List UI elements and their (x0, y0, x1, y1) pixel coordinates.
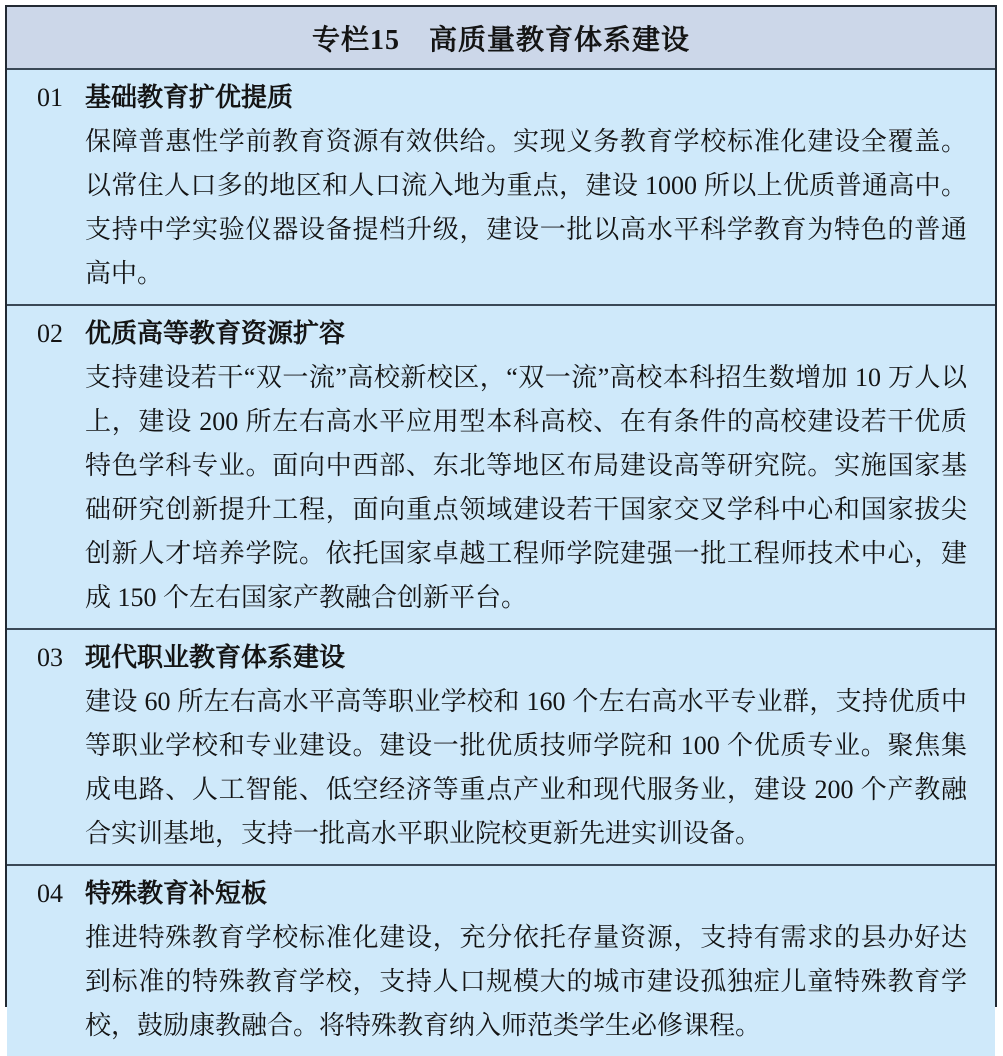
section-body-text: 保障普惠性学前教育资源有效供给。实现义务教育学校标准化建设全覆盖。以常住人口多的地区和人口流入地为重点，建设 1000 所以上优质普通高中。支持中学实验仪器设备提档升级，建设一批以高水平科学教育为特色的普通高中。 (85, 127, 967, 288)
section-special-education (7, 864, 995, 1056)
section-content (85, 76, 995, 296)
section-body-text: 推进特殊教育学校标准化建设，充分依托存量资源，支持有需求的县办好达到标准的特殊教育学校，支持人口规模大的城市建设孤独症儿童特殊教育学校，鼓励康教融合。将特殊教育纳入师范类学生必修课程。 (85, 923, 967, 1040)
section-heading: 基础教育扩优提质 (85, 83, 294, 112)
section-basic-education (7, 70, 995, 304)
section-heading: 优质高等教育资源扩容 (85, 319, 346, 348)
policy-box (5, 5, 997, 1040)
panel-header (7, 7, 995, 70)
panel-title: 专栏15 高质量教育体系建设 (311, 24, 690, 56)
section-content (85, 872, 995, 1048)
section-heading: 特殊教育补短板 (85, 879, 268, 908)
panel-body (7, 70, 995, 1056)
section-content (85, 636, 995, 856)
section-number: 03 (37, 643, 63, 672)
section-higher-education (7, 304, 995, 628)
section-number: 02 (37, 319, 63, 348)
section-number: 04 (37, 879, 63, 908)
section-number: 01 (37, 83, 63, 112)
section-vocational-education (7, 628, 995, 864)
section-content (85, 312, 995, 620)
section-body-text: 支持建设若干“双一流”高校新校区，“双一流”高校本科招生数增加 10 万人以上，建设 200 所左右高水平应用型本科高校、在有条件的高校建设若干优质特色学科专业。面向中西部、东北等地区布局建设高等研究院。实施国家基础研究创新提升工程，面向重点领域建设若干国家交叉学科中心和国家拔尖创新人才培养学院。依托国家卓越工程师学院建强一批工程师技术中心，建成 150 个左右国家产教融合创新平台。 (85, 363, 967, 612)
section-body-text: 建设 60 所左右高水平高等职业学校和 160 个左右高水平专业群，支持优质中等职业学校和专业建设。建设一批优质技师学院和 100 个优质专业。聚焦集成电路、人工智能、低空经济等重点产业和现代服务业，建设 200 个产教融合实训基地，支持一批高水平职业院校更新先进实训设备。 (85, 687, 967, 848)
section-heading: 现代职业教育体系建设 (85, 643, 346, 672)
